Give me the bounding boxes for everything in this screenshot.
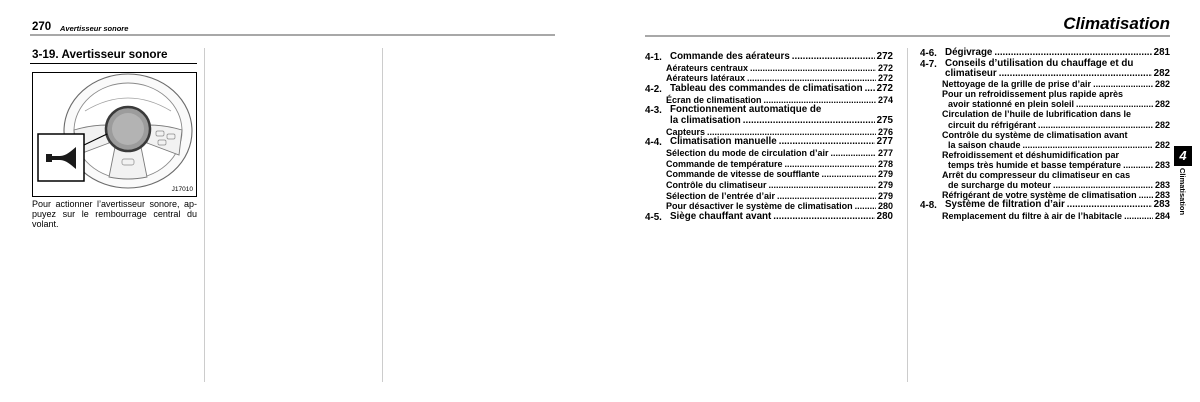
header-rule <box>30 34 555 36</box>
toc-entry-4-3 <box>645 105 893 126</box>
toc-page: 279 <box>877 180 893 191</box>
toc-entry-4-1 <box>645 52 893 63</box>
toc-page: 280 <box>877 201 893 212</box>
dot-leader <box>1053 180 1153 190</box>
toc-subentry <box>666 63 893 74</box>
toc-subentry-title: Aérateurs centraux <box>666 62 749 73</box>
toc-entry-title-cont: climatiseur <box>945 68 997 80</box>
toc-entry-4-4 <box>645 137 893 148</box>
toc-page: 282 <box>1153 68 1170 80</box>
toc-entry-title: Dégivrage <box>945 47 993 58</box>
dot-leader <box>743 116 875 127</box>
dot-leader <box>822 169 876 180</box>
toc-entry-4-2 <box>645 84 893 95</box>
header-rule <box>645 35 1170 37</box>
toc-entry-4-5 <box>645 212 893 223</box>
toc-subentry-title-cont: avoir stationné en plein soleil <box>948 99 1075 110</box>
body-line: volant. <box>32 218 59 229</box>
toc-subentry-title: Nettoyage de la grille de prise d’air <box>942 79 1092 90</box>
toc-subentry <box>666 159 893 170</box>
toc-page: 278 <box>877 158 893 169</box>
toc-page: 282 <box>1154 99 1170 110</box>
toc-subentry-title: Écran de climatisation <box>666 94 762 105</box>
toc-subentry-title: Sélection du mode de circulation d’air <box>666 148 829 159</box>
toc-subentry <box>666 148 893 159</box>
toc-page: 272 <box>876 50 893 62</box>
toc-subentry-title: Commande de température <box>666 158 783 169</box>
toc-entry-number: 4-3. <box>645 105 662 117</box>
chapter-header: Climatisation <box>1063 14 1170 33</box>
toc-subentry <box>666 169 893 180</box>
toc-entry-title: Tableau des commandes de climatisation <box>670 82 863 94</box>
dot-leader <box>1124 211 1153 221</box>
toc-subentry-title: Pour désactiver le système de climatisation <box>666 201 853 212</box>
dot-leader <box>1123 160 1153 170</box>
toc-subentry-title: Aérateurs latéraux <box>666 73 746 84</box>
toc-subentry-title: Capteurs <box>666 126 706 137</box>
toc-entry-number: 4-2. <box>645 83 662 95</box>
dot-leader <box>1139 190 1153 200</box>
toc-page: 283 <box>1154 159 1170 170</box>
toc-entry-4-8 <box>920 200 1170 211</box>
toc-column-2 <box>920 48 1170 221</box>
toc-entry-number: 4-7. <box>920 59 937 70</box>
section-title-rule <box>30 63 197 64</box>
toc-subentry-title-cont: temps très humide et basse température <box>948 159 1122 170</box>
body-line: Pour actionner l’avertisseur sonore, ap- <box>32 199 197 209</box>
dot-leader <box>785 159 876 170</box>
toc-page: 276 <box>877 126 893 137</box>
toc-page: 272 <box>876 82 893 94</box>
toc-subentry <box>942 150 1170 170</box>
page-number: 270 <box>32 21 52 33</box>
toc-subentry-title: Contrôle du climatiseur <box>666 180 767 191</box>
toc-subentry-title: Pour un refroidissement plus rapide après <box>942 89 1124 100</box>
toc-page: 280 <box>876 210 893 222</box>
toc-entry-4-7 <box>920 59 1170 79</box>
dot-leader <box>792 52 875 63</box>
column-divider <box>382 48 383 382</box>
dot-leader <box>1076 99 1153 109</box>
dot-leader <box>831 148 876 159</box>
toc-subentry-title: Remplacement du filtre à air de l’habitacle <box>942 211 1123 222</box>
body-text <box>32 200 197 229</box>
steering-wheel-illustration <box>33 73 196 196</box>
running-header: Avertisseur sonore <box>60 24 129 33</box>
toc-subentry <box>942 130 1170 150</box>
toc-subentry <box>666 191 893 202</box>
toc-page: 283 <box>1154 190 1170 201</box>
dot-leader <box>769 180 876 191</box>
toc-entry-title: Climatisation manuelle <box>670 136 777 148</box>
toc-subentry-title: Sélection de l’entrée d’air <box>666 190 776 201</box>
toc-page: 282 <box>1154 119 1170 130</box>
toc-subentry-title: Contrôle du système de climatisation avant <box>942 129 1128 140</box>
dot-leader <box>777 191 876 202</box>
toc-subentry-title: Réfrigérant de votre système de climatisation <box>942 190 1137 201</box>
dot-leader <box>994 48 1151 58</box>
toc-subentry-title-cont: de surcharge du moteur <box>948 180 1052 191</box>
toc-entry-number: 4-8. <box>920 200 937 212</box>
dot-leader <box>773 212 874 223</box>
toc-subentry-title: Commande de vitesse de soufflante <box>666 169 820 180</box>
dot-leader <box>999 69 1152 79</box>
steering-wheel-figure <box>32 72 197 197</box>
dot-leader <box>1038 120 1153 130</box>
dot-leader <box>1067 200 1152 210</box>
column-divider <box>204 48 205 382</box>
toc-page: 283 <box>1154 180 1170 191</box>
toc-subentry <box>942 170 1170 190</box>
toc-subentry <box>942 79 1170 89</box>
horn-pad-hub <box>106 107 150 151</box>
toc-entry-title-cont: la climatisation <box>670 115 741 127</box>
dot-leader <box>855 201 876 212</box>
toc-page: 272 <box>877 62 893 73</box>
figure-code: J17010 <box>171 186 193 193</box>
toc-page: 275 <box>876 115 893 127</box>
toc-subentry-title-cont: la saison chaude <box>948 139 1021 150</box>
toc-entry-title: Système de filtration d’air <box>945 199 1065 211</box>
dot-leader <box>750 63 876 74</box>
toc-entry-number: 4-6. <box>920 48 937 59</box>
toc-page: 272 <box>877 73 893 84</box>
toc-subentry-title: Refroidissement et déshumidification par <box>942 149 1120 160</box>
toc-page: 281 <box>1153 47 1170 58</box>
toc-entry-title: Commande des aérateurs <box>670 50 790 62</box>
dot-leader <box>1093 79 1153 89</box>
toc-page: 277 <box>876 136 893 148</box>
toc-page: 283 <box>1153 199 1170 211</box>
chapter-tab-number: 4 <box>1174 146 1192 166</box>
body-line: puyez sur le rembourrage central du <box>32 208 197 219</box>
toc-page: 279 <box>877 190 893 201</box>
toc-subentry-title: Arrêt du compresseur du climatiseur en cas <box>942 170 1131 181</box>
toc-page: 282 <box>1154 139 1170 150</box>
toc-entry-number: 4-5. <box>645 211 662 223</box>
toc-subentry-title-cont: circuit du réfrigérant <box>948 119 1037 130</box>
toc-subentry <box>942 89 1170 109</box>
toc-page: 279 <box>877 169 893 180</box>
toc-page: 282 <box>1154 79 1170 90</box>
toc-subentry <box>942 109 1170 129</box>
toc-page: 274 <box>877 94 893 105</box>
toc-entry-title: Siège chauffant avant <box>670 210 772 222</box>
dot-leader <box>1023 140 1153 150</box>
section-title: 3-19. Avertisseur sonore <box>32 48 168 61</box>
toc-subentry <box>942 211 1170 221</box>
toc-page: 277 <box>877 148 893 159</box>
toc-subentry-title: Circulation de l’huile de lubrification dans le <box>942 109 1132 120</box>
toc-column-1 <box>645 52 893 223</box>
toc-entry-title: Fonctionnement automatique de <box>670 104 822 116</box>
toc-entry-title: Conseils d’utilisation du chauffage et du <box>945 58 1134 69</box>
toc-page: 284 <box>1154 211 1170 222</box>
toc-entry-number: 4-4. <box>645 137 662 149</box>
dot-leader <box>865 84 875 95</box>
toc-entry-number: 4-1. <box>645 51 662 63</box>
column-divider <box>907 48 908 382</box>
chapter-tab-label: Climatisation <box>1178 168 1187 216</box>
toc-subentry <box>666 180 893 191</box>
dot-leader <box>779 137 875 148</box>
